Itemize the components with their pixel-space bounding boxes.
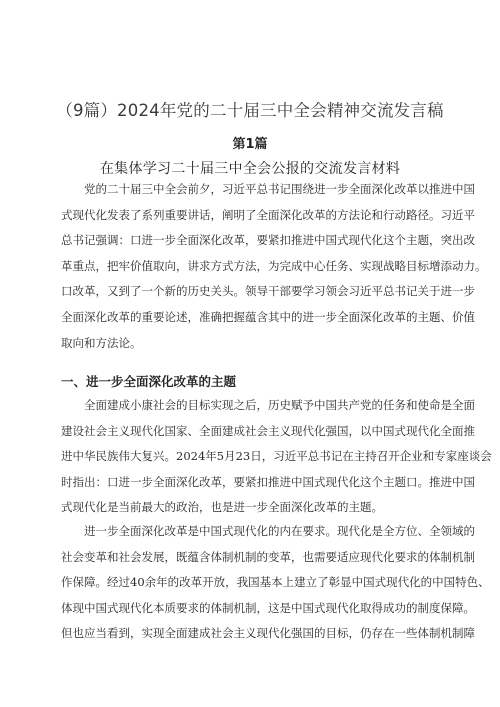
- paragraph-1: [61, 177, 487, 356]
- paragraph-line: 式现代化发表了系列重要讲话，阐明了全面深化改革的方法论和行动路径。习近平: [61, 207, 475, 222]
- section-number: 第1篇: [232, 137, 268, 152]
- paragraph-line: 革重点，把牢价值取向，讲求方式方法，为完成中心任务、实现战略目标增添动力。: [61, 258, 487, 273]
- paragraph-2: [61, 393, 492, 521]
- document-title: （9篇）2024年党的二十届三中全会精神交流发言稿: [56, 101, 444, 120]
- section-subtitle: 在集体学习二十届三中全会公报的交流发言材料: [99, 161, 401, 177]
- paragraph-line: 体现中国式现代化本质要求的体制机制，这是中国式现代化取得成功的制度保障。: [61, 600, 475, 615]
- paragraph-line: 社会变革和社会发展，既蕴含体制机制的变革，也需要适应现代化要求的体制机制: [61, 549, 475, 564]
- section-heading: 一、进一步全面深化改革的主题: [61, 374, 237, 389]
- paragraph-line: 建设社会主义现代化国家、全面建成社会主义现代化强国，以中国式现代化全面推: [61, 423, 475, 438]
- paragraph-line: 总书记强调：口进一步全面深化改革，要紧扣推进中国式现代化这个主题，突出改: [61, 233, 475, 248]
- paragraph-line: 全面深化改革的重要论述，准确把握蕴含其中的进一步全面深化改革的主题、价值: [61, 309, 475, 324]
- paragraph-line: 作保障。经过40余年的改革开放，我国基本上建立了彰显中国式现代化的中国特色、: [61, 575, 490, 590]
- paragraph-line: 党的二十届三中全会前夕，习近平总书记围绕进一步全面深化改革以推进中国: [84, 182, 475, 196]
- paragraph-line: 但也应当看到，实现全面建成社会主义现代化强国的目标，仍存在一些体制机制障: [61, 626, 475, 641]
- paragraph-line: 时指出：口进一步全面深化改革，要紧扣推进中国式现代化这个主题口。推进中国: [61, 474, 475, 489]
- paragraph-3: [61, 519, 490, 647]
- paragraph-line: 全面建成小康社会的目标实现之后，历史赋予中国共产党的任务和使命是全面: [84, 398, 475, 412]
- paragraph-line: 取向和方法论。: [61, 335, 142, 350]
- paragraph-line: 进一步全面深化改革是中国式现代化的内在要求。现代化是全方位、全领域的: [84, 524, 475, 538]
- paragraph-line: 口改革，又到了一个新的历史关头。领导干部要学习领会习近平总书记关于进一步: [61, 284, 475, 299]
- paragraph-line: 进中华民族伟大复兴。2024年5月23日，习近平总书记在主持召开企业和专家座谈会: [61, 449, 492, 464]
- paragraph-line: 式现代化是当前最大的政治，也是进一步全面深化改革的主题。: [61, 500, 383, 515]
